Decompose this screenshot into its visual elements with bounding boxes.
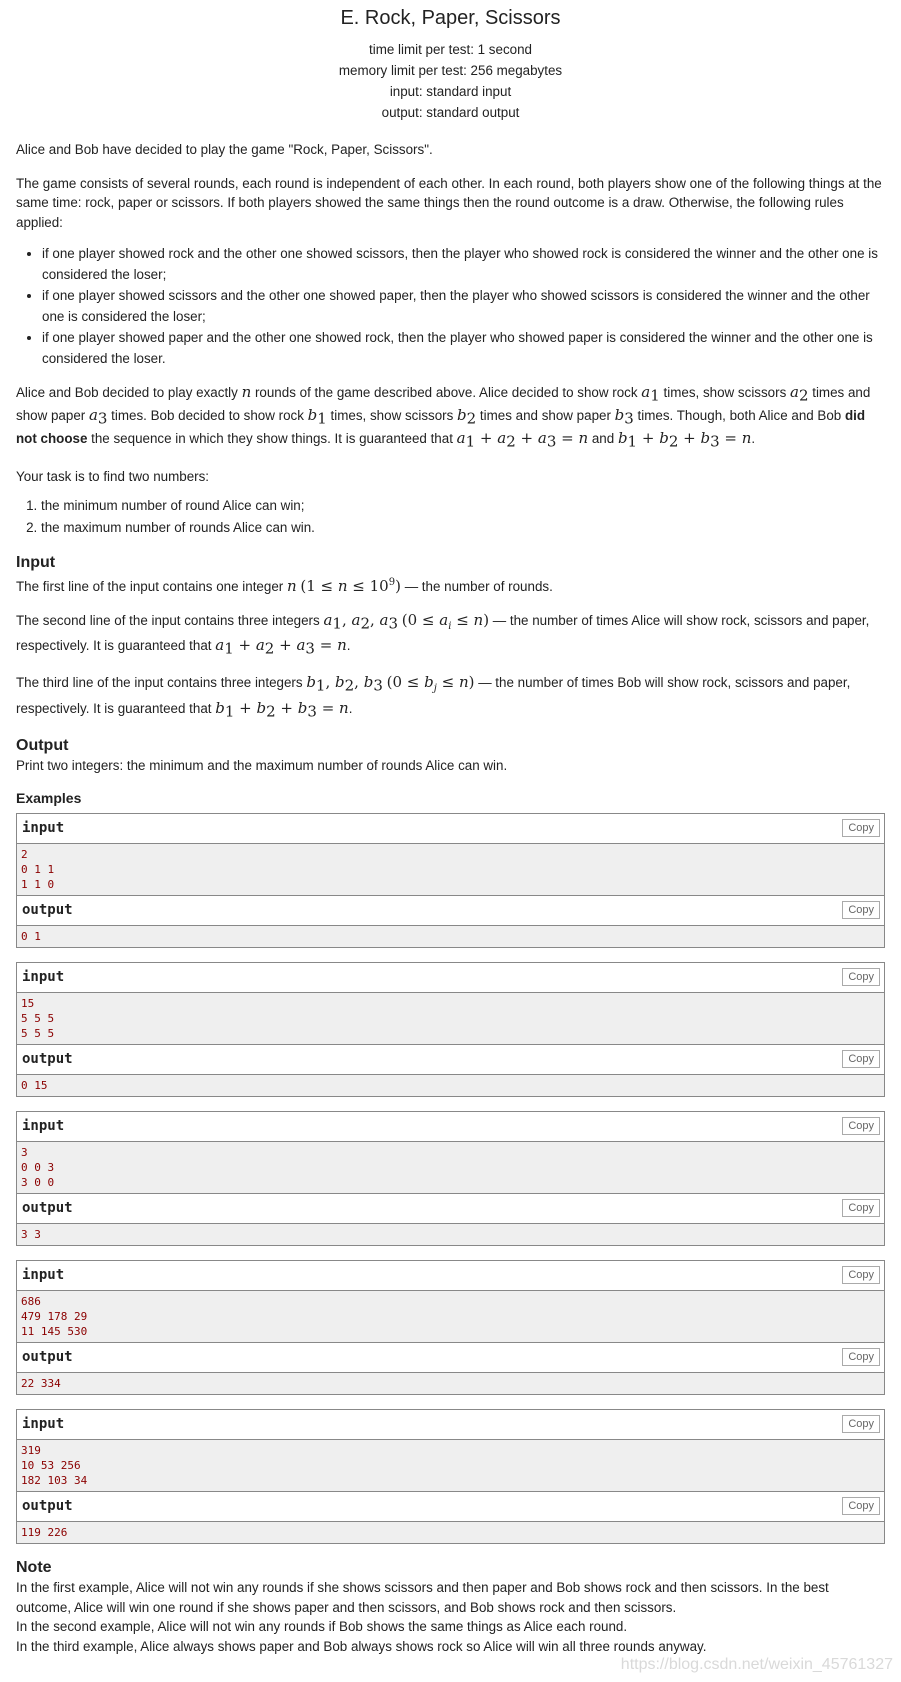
copy-button[interactable]: Copy — [842, 819, 880, 837]
input-line: 319 — [21, 1444, 41, 1458]
intro-paragraph: Alice and Bob have decided to play the game "Rock, Paper, Scissors". — [16, 142, 433, 157]
output-label: output — [22, 1051, 73, 1068]
example-block — [16, 962, 885, 1097]
rule-item: • if one player showed paper and the other one showed rock, then the player who showed paper is considered the winner and the other one is considered the loser. — [42, 327, 885, 369]
input-line-3: The third line of the input contains three integers $b_1$, $b_2$, $b_3$ $(0 \le b_j \le n)$ — the number of times Bob will show rock, scissors and paper, respectively. It is guaranteed that $b_1 + b_2 + b_3 = n$. — [16, 673, 851, 721]
memory-limit: memory limit per test: 256 megabytes — [338, 63, 563, 78]
example-input-header — [17, 1261, 884, 1291]
input-line: 1 1 0 — [21, 878, 55, 892]
input-line: 0 1 1 — [21, 863, 55, 877]
copy-button[interactable]: Copy — [842, 1199, 880, 1217]
examples-title: Examples — [16, 790, 82, 807]
example-input — [17, 1440, 884, 1492]
copy-button[interactable]: Copy — [842, 1415, 880, 1433]
example-output — [17, 926, 884, 947]
time-limit: time limit per test: 1 second — [369, 42, 532, 57]
watermark: https://blog.csdn.net/weixin_45761327 — [620, 1656, 893, 1673]
copy-button[interactable]: Copy — [842, 901, 880, 919]
input-line: 11 145 530 — [21, 1325, 88, 1339]
copy-button[interactable]: Copy — [842, 968, 880, 986]
example-output — [17, 1522, 884, 1543]
output-line: 119 226 — [21, 1526, 68, 1540]
output-label: output — [22, 1200, 73, 1217]
output-file: output: standard output — [381, 105, 520, 120]
input-label: input — [22, 969, 65, 986]
input-label: input — [22, 1416, 65, 1433]
input-line-1: The first line of the input contains one integer n $(1 \le n \le 10^9)$ — the number of rounds. — [16, 577, 553, 596]
input-line: 10 53 256 — [21, 1459, 81, 1473]
input-line: 2 — [21, 848, 28, 862]
example-input — [17, 844, 884, 896]
example-block — [16, 1111, 885, 1246]
example-input-header — [17, 1410, 884, 1440]
copy-button[interactable]: Copy — [842, 1050, 880, 1068]
note-paragraph: In the first example, Alice will not win any rounds if she shows scissors and then paper and Bob shows rock and then scissors. In the best outcome, Alice will win one round if she shows paper and then scissors, and Bob shows rock and then scissors. — [16, 1580, 829, 1615]
example-output-header — [17, 1492, 884, 1522]
output-section-title: Output — [16, 736, 69, 754]
input-line: 686 — [21, 1295, 41, 1309]
input-label: input — [22, 820, 65, 837]
example-block — [16, 1260, 885, 1395]
example-input — [17, 993, 884, 1045]
setup-paragraph: Alice and Bob decided to play exactly n rounds of the game described above. Alice decided to show rock $a_1$ times, show scissors $a_2$ times and show paper $a_3$ times. Bob decided to show rock $b_1$ times, show scissors $b_2$ times and show paper $b_3$ times. Though, both Alice and Bob did not choose the sequence in which they show things. It is guaranteed that $a_1 + a_2 + a_3 = n$ and $b_1 + b_2 + b_3 = n$. — [16, 383, 871, 452]
example-input-header — [17, 963, 884, 993]
input-line: 479 178 29 — [21, 1310, 88, 1324]
task-intro: Your task is to find two numbers: — [16, 468, 210, 484]
example-input — [17, 1142, 884, 1194]
example-input — [17, 1291, 884, 1343]
note-body — [16, 1578, 885, 1656]
copy-button[interactable]: Copy — [842, 1348, 880, 1366]
example-block — [16, 1409, 885, 1544]
example-output — [17, 1075, 884, 1096]
example-input-header — [17, 814, 884, 844]
input-label: input — [22, 1267, 65, 1284]
example-output-header — [17, 1194, 884, 1224]
output-line: 0 1 — [21, 930, 41, 944]
copy-button[interactable]: Copy — [842, 1497, 880, 1515]
input-line: 15 — [21, 997, 35, 1011]
input-line-2: The second line of the input contains three integers $a_1$, $a_2$, $a_3$ $(0 \le a_i \le n)$ — the number of times Alice will show rock, scissors and paper, respectively. It is guaranteed that $a_1 + a_2 + a_3 = n$. — [16, 610, 870, 658]
example-block — [16, 813, 885, 948]
rule-item: • if one player showed scissors and the other one showed paper, then the player who showed scissors is considered the winner and the other one is considered the loser; — [42, 285, 885, 327]
note-paragraph: In the second example, Alice will not win any rounds if Bob shows the same things as Alice each round. — [16, 1619, 628, 1635]
input-line: 5 5 5 — [21, 1012, 55, 1026]
input-line: 3 0 0 — [21, 1176, 55, 1190]
input-line: 182 103 34 — [21, 1474, 88, 1488]
input-section-title: Input — [16, 554, 56, 572]
input-line: 3 — [21, 1146, 28, 1160]
task-item: 2. the maximum number of rounds Alice can win. — [41, 517, 885, 539]
copy-button[interactable]: Copy — [842, 1266, 880, 1284]
problem-statement — [16, 0, 885, 1656]
output-label: output — [22, 1349, 73, 1366]
input-file: input: standard input — [389, 84, 512, 99]
bold-emphasis: did not choose — [16, 408, 866, 447]
example-output — [17, 1224, 884, 1245]
task-item: 1. the minimum number of round Alice can win; — [41, 495, 885, 517]
output-label: output — [22, 1498, 73, 1515]
output-line: 3 3 — [21, 1228, 41, 1242]
input-label: input — [22, 1118, 65, 1135]
note-paragraph: In the third example, Alice always shows paper and Bob always shows rock so Alice will win all three rounds anyway. — [16, 1638, 707, 1654]
rule-item: • if one player showed rock and the other one showed scissors, then the player who showed rock is considered the winner and the other one is considered the loser; — [42, 243, 885, 285]
rules-list — [16, 243, 885, 369]
example-output-header — [17, 896, 884, 926]
rules-intro-paragraph: The game consists of several rounds, each round is independent of each other. In each round, both players show one of the following things at the same time: rock, paper or scissors. If both players showed the same things then the round outcome is a draw. Otherwise, the following rules applied: — [16, 175, 882, 230]
input-line: 0 0 3 — [21, 1161, 55, 1175]
example-input-header — [17, 1112, 884, 1142]
task-list — [16, 495, 885, 539]
example-output-header — [17, 1343, 884, 1373]
output-label: output — [22, 902, 73, 919]
output-line: 22 334 — [21, 1377, 61, 1391]
example-output-header — [17, 1045, 884, 1075]
copy-button[interactable]: Copy — [842, 1117, 880, 1135]
input-line: 5 5 5 — [21, 1027, 55, 1041]
note-title: Note — [16, 1559, 52, 1577]
output-description: Print two integers: the minimum and the maximum number of rounds Alice can win. — [16, 757, 508, 773]
problem-title: E. Rock, Paper, Scissors — [340, 7, 561, 29]
example-output — [17, 1373, 884, 1394]
output-line: 0 15 — [21, 1079, 48, 1093]
problem-limits — [16, 39, 885, 123]
